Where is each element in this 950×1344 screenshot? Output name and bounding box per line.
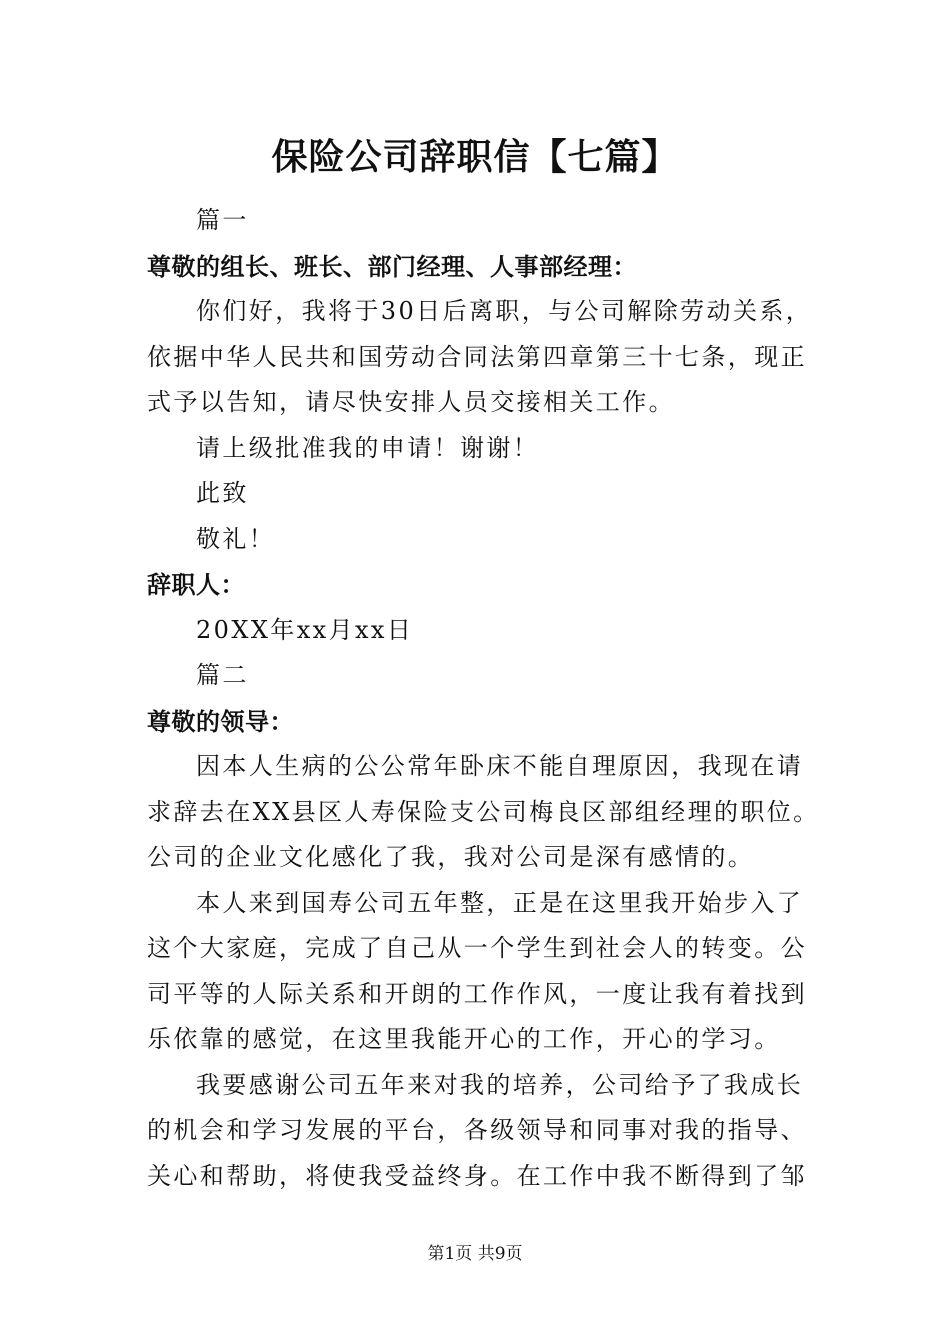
- paragraph-line: 这个大家庭，完成了自己从一个学生到社会人的转变。公: [147, 934, 807, 962]
- paragraph-line: 司平等的人际关系和开朗的工作作风，一度让我有着找到: [147, 979, 807, 1008]
- section-heading-2: 篇二: [196, 661, 249, 689]
- paragraph-line: 求辞去在XX县区人寿保险支公司梅良区部组经理的职位。: [147, 797, 820, 826]
- salutation-2: 尊敬的领导：: [147, 706, 294, 736]
- paragraph-line: 乐依靠的感觉，在这里我能开心的工作，开心的学习。: [147, 1025, 781, 1053]
- signature-label: 辞职人：: [147, 570, 245, 599]
- paragraph-line: 关心和帮助，将使我受益终身。在工作中我不断得到了邹: [147, 1161, 807, 1190]
- paragraph-line: 式予以告知，请尽快安排人员交接相关工作。: [147, 388, 675, 416]
- paragraph-line: 因本人生病的公公常年卧床不能自理原因，我现在请: [196, 752, 804, 780]
- document-title: 保险公司辞职信【七篇】: [271, 136, 679, 178]
- paragraph-line: 你们好，我将于30日后离职，与公司解除劳动关系，: [196, 297, 813, 325]
- paragraph-line: 我要感谢公司五年来对我的培养，公司给予了我成长: [196, 1070, 804, 1099]
- paragraph-line: 依据中华人民共和国劳动合同法第四章第三十七条，现正: [147, 342, 807, 371]
- closing-line: 此致: [196, 479, 249, 507]
- section-heading-1: 篇一: [196, 206, 249, 234]
- paragraph-line: 的机会和学习发展的平台，各级领导和同事对我的指导、: [147, 1116, 807, 1144]
- paragraph-line: 本人来到国寿公司五年整，正是在这里我开始步入了: [196, 888, 804, 917]
- page-footer: 第1页 共9页: [427, 1244, 523, 1264]
- closing-line: 敬礼！: [196, 524, 276, 553]
- paragraph-line: 公司的企业文化感化了我，我对公司是深有感情的。: [147, 843, 755, 871]
- paragraph-line: 请上级批准我的申请！谢谢！: [196, 433, 540, 462]
- date-line: 20XX年xx月xx日: [196, 615, 414, 644]
- salutation-1: 尊敬的组长、班长、部门经理、人事部经理：: [147, 251, 637, 281]
- document-body: [147, 198, 820, 1199]
